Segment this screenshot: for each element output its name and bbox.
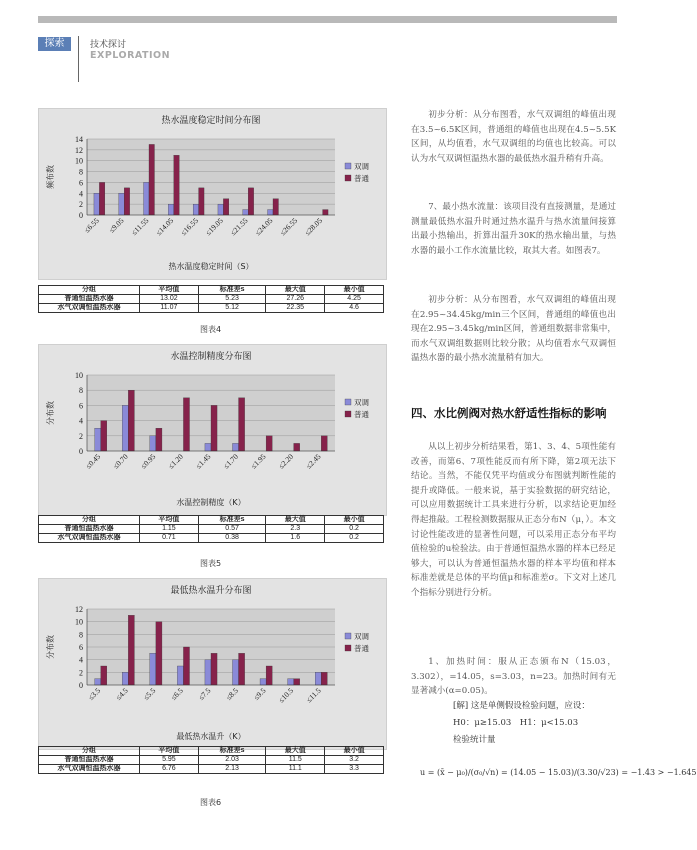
table-cell: 6.76 — [140, 765, 199, 774]
table-header-cell: 最大值 — [266, 747, 325, 756]
bar-putong — [266, 436, 272, 451]
table-cell: 0.2 — [325, 525, 384, 534]
legend-swatch — [345, 411, 351, 417]
legend-swatch — [345, 633, 351, 639]
x-tick-label: ≤6.5 — [168, 686, 185, 702]
bar-shuangtiao — [168, 204, 173, 215]
bar-putong — [101, 421, 107, 451]
bar-putong — [128, 615, 134, 685]
legend-swatch — [345, 175, 351, 181]
bar-shuangtiao — [95, 428, 101, 451]
legend-label: 双调 — [354, 632, 369, 641]
table-header-cell: 最小值 — [325, 747, 384, 756]
x-tick-label: ≤1.70 — [221, 452, 240, 471]
x-tick-label: ≤2.20 — [276, 452, 296, 471]
table-cell: 0.57 — [198, 525, 266, 534]
x-tick-label: ≤24.05 — [253, 216, 275, 238]
bar-shuangtiao — [260, 679, 266, 685]
chart-min-temp-rise — [38, 578, 387, 750]
table-cell: 11.07 — [140, 304, 199, 313]
table-row — [39, 295, 384, 304]
table-cell: 5.23 — [198, 295, 266, 304]
table-header-cell: 平均值 — [140, 747, 199, 756]
y-axis-label: 分布数 — [46, 635, 55, 659]
bar-putong — [211, 653, 217, 685]
bar-shuangtiao — [218, 204, 223, 215]
table-cell: 水气双调恒温热水器 — [39, 534, 140, 543]
bar-putong — [321, 672, 327, 685]
bar-shuangtiao — [288, 679, 294, 685]
top-rule — [38, 16, 617, 23]
x-tick-label: ≤1.95 — [248, 452, 268, 471]
table-cell: 2.3 — [266, 525, 325, 534]
table-row — [39, 534, 384, 543]
bar-putong — [239, 653, 245, 685]
table-header-cell: 标准差s — [198, 747, 266, 756]
table-header-row — [39, 747, 384, 756]
u-test-formula: u = (x̄ − μ₀)/(σ₀/√n) = (14.05 − 15.03)/(3.30/√23) = −1.43 > −1.645 — [420, 768, 697, 777]
table-cell: 1.15 — [140, 525, 199, 534]
x-axis-label: 热水温度稳定时间（S） — [168, 262, 254, 271]
bar-putong — [149, 144, 154, 215]
bar-putong — [266, 666, 272, 685]
x-tick-label: ≤4.5 — [113, 686, 130, 702]
x-tick-label: ≤16.55 — [178, 216, 201, 238]
x-tick-label: ≤9.5 — [251, 686, 268, 702]
table-cell: 5.95 — [140, 756, 199, 765]
section-heading: 四、水比例阀对热水舒适性指标的影响 — [411, 406, 607, 420]
bar-putong — [101, 666, 107, 685]
bar-shuangtiao — [150, 436, 156, 451]
bar-putong — [323, 210, 328, 215]
table-header-cell: 分组 — [39, 516, 140, 525]
chart-control-precision-svg — [39, 345, 386, 515]
bar-putong — [156, 428, 162, 451]
y-tick-label: 0 — [79, 211, 83, 220]
bar-shuangtiao — [144, 182, 149, 215]
chart-stable-time — [38, 108, 387, 280]
paragraph-heating-time: 1、加热时间：服从正态颁布N（15.03，3.302），=14.05，s=3.03，n=23。加热时间有无显著减小(α=0.05)。 — [411, 657, 616, 697]
table-cell: 普通恒温热水器 — [39, 525, 140, 534]
table-header-cell: 最大值 — [266, 516, 325, 525]
y-axis-label: 分布数 — [46, 401, 55, 425]
table-row — [39, 765, 384, 774]
figure-caption-4: 图表4 — [200, 325, 222, 334]
x-tick-label: ≤0.70 — [111, 452, 130, 471]
y-tick-label: 10 — [75, 617, 83, 627]
table-cell: 3.2 — [325, 756, 384, 765]
x-tick-label: ≤5.5 — [141, 686, 158, 702]
bar-putong — [128, 390, 134, 451]
table-header-cell: 最小值 — [325, 516, 384, 525]
bar-putong — [174, 155, 179, 215]
x-tick-label: ≤11.55 — [129, 216, 151, 238]
legend-swatch — [345, 399, 351, 405]
table-cell: 普通恒温热水器 — [39, 295, 140, 304]
bar-putong — [239, 398, 245, 451]
y-tick-label: 10 — [75, 156, 83, 166]
x-tick-label: ≤3.5 — [86, 686, 103, 702]
table-cell: 3.3 — [325, 765, 384, 774]
legend-swatch — [345, 645, 351, 651]
y-tick-label: 2 — [79, 668, 83, 678]
bar-shuangtiao — [205, 443, 211, 451]
y-tick-label: 6 — [79, 401, 83, 411]
bar-shuangtiao — [232, 443, 238, 451]
table-header-cell: 平均值 — [140, 286, 199, 295]
bar-putong — [223, 199, 228, 215]
y-tick-label: 10 — [75, 371, 83, 380]
chart-control-precision — [38, 344, 387, 516]
paragraph-analysis-2: 初步分析：从分布图看，水气双调组的峰值出现在2.95~34.45kg/min三个区间，普通组的峰值也出现在2.95~3.45kg/min区间，普通组数据非常集中，而水气双调组数据则比较分散；从均值看水气双调恒温热水器的最小热水流量稍有加大。 — [411, 295, 616, 364]
section-tag: 探索 — [38, 37, 71, 51]
table-header-cell: 最大值 — [266, 286, 325, 295]
y-tick-label: 4 — [79, 189, 83, 199]
table-cell: 0.71 — [140, 534, 199, 543]
y-tick-label: 8 — [79, 630, 83, 640]
bar-shuangtiao — [232, 660, 238, 685]
table-header-cell: 最小值 — [325, 286, 384, 295]
table-row — [39, 525, 384, 534]
bar-putong — [124, 188, 129, 215]
bar-putong — [156, 622, 162, 685]
x-tick-label: ≤14.05 — [154, 216, 176, 238]
legend-label: 普通 — [354, 644, 369, 653]
section-title-cn: 技术探讨 — [90, 40, 127, 50]
table-cell: 5.12 — [198, 304, 266, 313]
figure-caption-6: 图表6 — [200, 798, 222, 807]
table-cell: 22.35 — [266, 304, 325, 313]
chart-min-temp-rise-svg — [39, 579, 386, 749]
bar-putong — [321, 436, 327, 451]
x-tick-label: ≤28.05 — [302, 216, 325, 238]
table-cell: 1.6 — [266, 534, 325, 543]
stats-table-6 — [38, 746, 384, 774]
x-tick-label: ≤0.95 — [138, 452, 158, 471]
table-cell: 11.5 — [266, 756, 325, 765]
x-tick-label: ≤21.55 — [228, 216, 250, 238]
table-cell: 4.25 — [325, 295, 384, 304]
bar-shuangtiao — [193, 204, 198, 215]
paragraph-analysis-1: 初步分析：从分布图看，水气双调组的峰值出现在3.5~6.5K区间，普通组的峰值也出现在4.5~5.5K区间，从均值看，水气双调组的均值也比较高。可以认为水气双调恒温热水器的最低热水温升稍有升高。 — [411, 110, 616, 164]
table-header-cell: 分组 — [39, 747, 140, 756]
table-cell: 2.03 — [198, 756, 266, 765]
bar-shuangtiao — [205, 660, 211, 685]
table-cell: 普通恒温热水器 — [39, 756, 140, 765]
bar-putong — [199, 188, 204, 215]
bar-shuangtiao — [122, 405, 128, 451]
legend-label: 普通 — [354, 174, 369, 183]
x-tick-label: ≤2.45 — [304, 452, 323, 471]
solution-line: [解] 这是单侧假设检验问题，应设： — [453, 701, 590, 711]
bar-putong — [248, 188, 253, 215]
x-tick-label: ≤7.5 — [196, 686, 213, 702]
y-tick-label: 6 — [79, 178, 83, 188]
table-cell: 13.02 — [140, 295, 199, 304]
bar-shuangtiao — [150, 653, 156, 685]
y-tick-label: 0 — [79, 681, 83, 690]
table-header-row — [39, 516, 384, 525]
bar-shuangtiao — [177, 666, 183, 685]
y-tick-label: 2 — [79, 200, 83, 210]
table-header-cell: 标准差s — [198, 516, 266, 525]
x-tick-label: ≤1.20 — [166, 452, 185, 471]
table-cell: 0.38 — [198, 534, 266, 543]
legend-swatch — [345, 163, 351, 169]
x-tick-label: ≤26.55 — [278, 216, 300, 238]
paragraph-conclusion: 从以上初步分析结果看，第1、3、4、5项性能有改善，而第6、7项性能反而有所下降，第2项无法下结论。当然，不能仅凭平均值或分布图就判断性能的提升或降低。一般来说，基于实验数据的研究结论，可以应用数据统计工具来进行分析，以求结论更加经得起推敲。工程检测数据服从正态分布N（μ，）。本文讨论性能改进的显著性问题，可以采用正态分布平均值检验的u检验法。由于普通恒温热水器的样本已经足够大，可以认为普通恒温热水器的样本平均值和样本标准差就是总体的平均值μ和标准差σ。下文对上述几个指标分别进行分析。 — [411, 442, 616, 598]
table-header-cell: 标准差s — [198, 286, 266, 295]
y-tick-label: 12 — [75, 145, 83, 155]
hypothesis-line: H0：μ≥15.03 H1：μ<15.03 — [453, 718, 579, 728]
table-header-row — [39, 286, 384, 295]
bar-shuangtiao — [268, 210, 273, 215]
x-axis-label: 最低热水温升（K） — [176, 732, 246, 741]
x-tick-label: ≤9.05 — [107, 216, 126, 235]
y-tick-label: 14 — [75, 135, 83, 144]
y-tick-label: 8 — [79, 167, 83, 177]
section-title-en: EXPLORATION — [90, 50, 171, 61]
table-row — [39, 756, 384, 765]
chart-title: 热水温度稳定时间分布图 — [161, 116, 261, 126]
table-cell: 27.26 — [266, 295, 325, 304]
stats-table-4 — [38, 285, 384, 313]
bar-shuangtiao — [243, 210, 248, 215]
bar-putong — [294, 679, 300, 685]
x-tick-label: ≤19.05 — [203, 216, 225, 238]
bar-putong — [294, 443, 300, 451]
x-tick-label: ≤1.45 — [193, 452, 213, 471]
y-tick-label: 12 — [75, 605, 83, 614]
table-cell: 4.6 — [325, 304, 384, 313]
table-cell: 水气双调恒温热水器 — [39, 304, 140, 313]
table-cell: 2.13 — [198, 765, 266, 774]
x-tick-label: ≤11.5 — [304, 686, 323, 705]
bar-shuangtiao — [119, 193, 124, 215]
x-axis-label: 水温控制精度（K） — [176, 498, 246, 507]
y-tick-label: 6 — [79, 643, 83, 652]
bar-putong — [273, 199, 278, 215]
x-tick-label: ≤6.55 — [82, 216, 101, 235]
x-tick-label: ≤0.45 — [83, 452, 103, 471]
y-tick-label: 4 — [79, 655, 83, 665]
table-cell: 11.1 — [266, 765, 325, 774]
bar-shuangtiao — [94, 193, 99, 215]
bar-putong — [99, 182, 104, 215]
y-tick-label: 0 — [79, 447, 83, 456]
stats-table-5 — [38, 515, 384, 543]
x-tick-label: ≤10.5 — [276, 686, 296, 705]
bar-shuangtiao — [315, 672, 321, 685]
y-tick-label: 8 — [79, 386, 83, 396]
table-row — [39, 304, 384, 313]
statistic-label: 检验统计量 — [453, 735, 496, 745]
chart-title: 水温控制精度分布图 — [170, 352, 252, 362]
figure-caption-5: 图表5 — [200, 559, 222, 568]
bar-putong — [211, 405, 217, 451]
bar-putong — [183, 398, 189, 451]
y-axis-label: 频布数 — [46, 165, 55, 189]
legend-label: 双调 — [354, 162, 369, 171]
paragraph-min-flow: 7、最小热水流量：该项目没有直接测量，是通过测量最低热水温升时通过热水温升与热水流量间接算出最小热输出，折算出温升30K的热水输出量，与热水器的最小工作水流量比较，取其大者。如图表7。 — [411, 202, 616, 256]
chart-title: 最低热水温升分布图 — [170, 586, 252, 596]
header-divider — [78, 36, 79, 82]
legend-label: 普通 — [354, 410, 369, 419]
legend-label: 双调 — [354, 398, 369, 407]
y-tick-label: 4 — [79, 416, 83, 426]
chart-stable-time-svg — [39, 109, 386, 279]
bar-shuangtiao — [95, 679, 101, 685]
bar-putong — [183, 647, 189, 685]
table-cell: 水气双调恒温热水器 — [39, 765, 140, 774]
table-header-cell: 分组 — [39, 286, 140, 295]
table-header-cell: 平均值 — [140, 516, 199, 525]
bar-shuangtiao — [122, 672, 128, 685]
table-cell: 0.2 — [325, 534, 384, 543]
x-tick-label: ≤8.5 — [224, 686, 240, 702]
y-tick-label: 2 — [79, 431, 83, 441]
